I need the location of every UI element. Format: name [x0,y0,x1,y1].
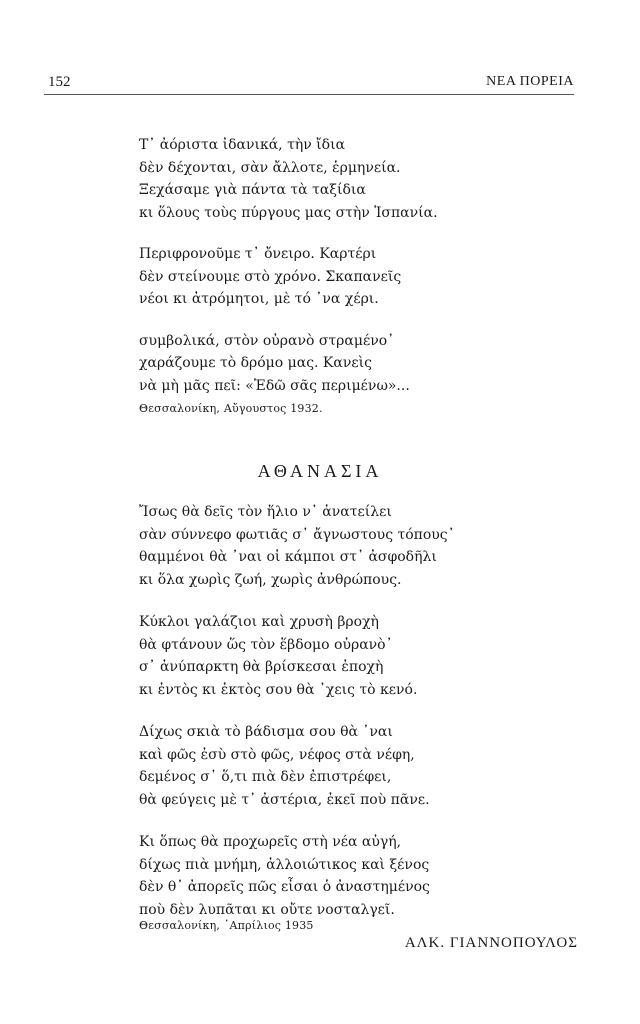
verse-line: Ἴσως θὰ δεῖς τὸν ἥλιο ν᾿ ἀνατείλει [139,504,392,520]
stanza [139,831,599,921]
verse-line: θὰ φτάνουν ὥς τὸν ἕβδομο οὐρανὸ᾿ [139,636,393,653]
verse-line: Περιφρονοῦμε τ᾿ ὄνειρο. Καρτέρι [139,246,377,262]
poem-2 [139,501,599,941]
verse-line: δὲν δέχονται, σὰν ἄλλοτε, ἑρμηνεία. [139,159,401,176]
author-signature: ΑΛΚ. ΓΙΑΝΝΟΠΟΥΛΟΣ [404,935,578,951]
page-number: 152 [48,74,71,90]
verse-line: Ξεχάσαμε γιὰ πάντα τὰ ταξίδια [139,182,366,198]
verse-line: δίχως πιὰ μνήμη, ἀλλοιώτικος καὶ ξένος [139,856,430,873]
verse-line: χαράζουμε τὸ δρόμο μας. Κανεὶς [139,355,372,371]
stanza [139,721,599,811]
verse-line: ποὺ δὲν λυπᾶται κι οὔτε νοσταλγεῖ. [139,901,395,918]
stanza [139,243,579,311]
verse-line: δὲν στείνουμε στὸ χρόνο. Σκαπανεῖς [139,268,402,285]
poem-1-place-date: Θεσσαλονίκη, Αὔγουστος 1932. [139,402,323,415]
verse-line: κι ἐντὸς κι ἐκτὸς σου θὰ ᾿χεις τὸ κενό. [139,681,418,698]
poem-2-title: ΑΘΑΝΑΣΙΑ [257,461,383,481]
verse-line: θαμμένοι θὰ ᾿ναι οἱ κάμποι στ᾿ ἀσφοδῆλι [139,549,437,565]
page-header [44,74,574,95]
verse-line: Κι ὅπως θὰ προχωρεῖς στὴ νέα αὐγή, [139,834,402,850]
verse-line: Τ᾿ ἀόριστα ἰδανικά, τὴν ἴδια [139,137,346,153]
verse-line: νέοι κι ἀτρόμητοι, μὲ τό ᾿να χέρι. [139,291,379,307]
verse-line: συμβολικά, στὸν οὐρανὸ στραμένο᾿ [139,332,395,349]
running-head: ΝΕΑ ΠΟΡΕΙΑ [486,74,574,89]
stanza [139,134,579,224]
stanza [139,330,579,398]
verse-line: σ᾿ ἀνύπαρκτη θὰ βρίσκεσαι ἐποχὴ [139,659,384,675]
verse-line: δὲν θ᾿ ἀπορεῖς πῶς εἶσαι ὁ ἀναστημένος [139,879,430,895]
verse-line: νὰ μὴ μᾶς πεῖ: «Ἐδῶ σᾶς περιμένω»... [139,377,410,394]
verse-line: δεμένος σ᾿ ὅ,τι πιὰ δὲν ἐπιστρέφει, [139,769,392,785]
verse-line: κι ὅλους τοὺς πύργους μας στὴν Ἱσπανία. [139,204,438,221]
verse-line: θὰ φεύγεις μὲ τ᾿ ἀστέρια, ἐκεῖ ποὺ πᾶνε. [139,791,430,808]
poem-2-place-date: Θεσσαλονίκη, ᾿Απρίλιος 1935 [139,919,314,932]
verse-line: Κύκλοι γαλάζιοι καὶ χρυσὴ βροχὴ [139,614,379,630]
poem-1 [139,134,579,416]
stanza [139,611,599,701]
stanza [139,501,599,591]
verse-line: Δίχως σκιὰ τὸ βάδισμα σου θὰ ᾿ναι [139,724,393,740]
verse-line: κι ὅλα χωρὶς ζωή, χωρὶς ἀνθρώπους. [139,571,402,588]
verse-line: καὶ φῶς ἐσὺ στὸ φῶς, νέφος στὰ νέφη, [139,746,415,763]
verse-line: σὰν σύννεφο φωτιᾶς σ᾿ ἄγνωστους τόπους᾿ [139,526,455,543]
